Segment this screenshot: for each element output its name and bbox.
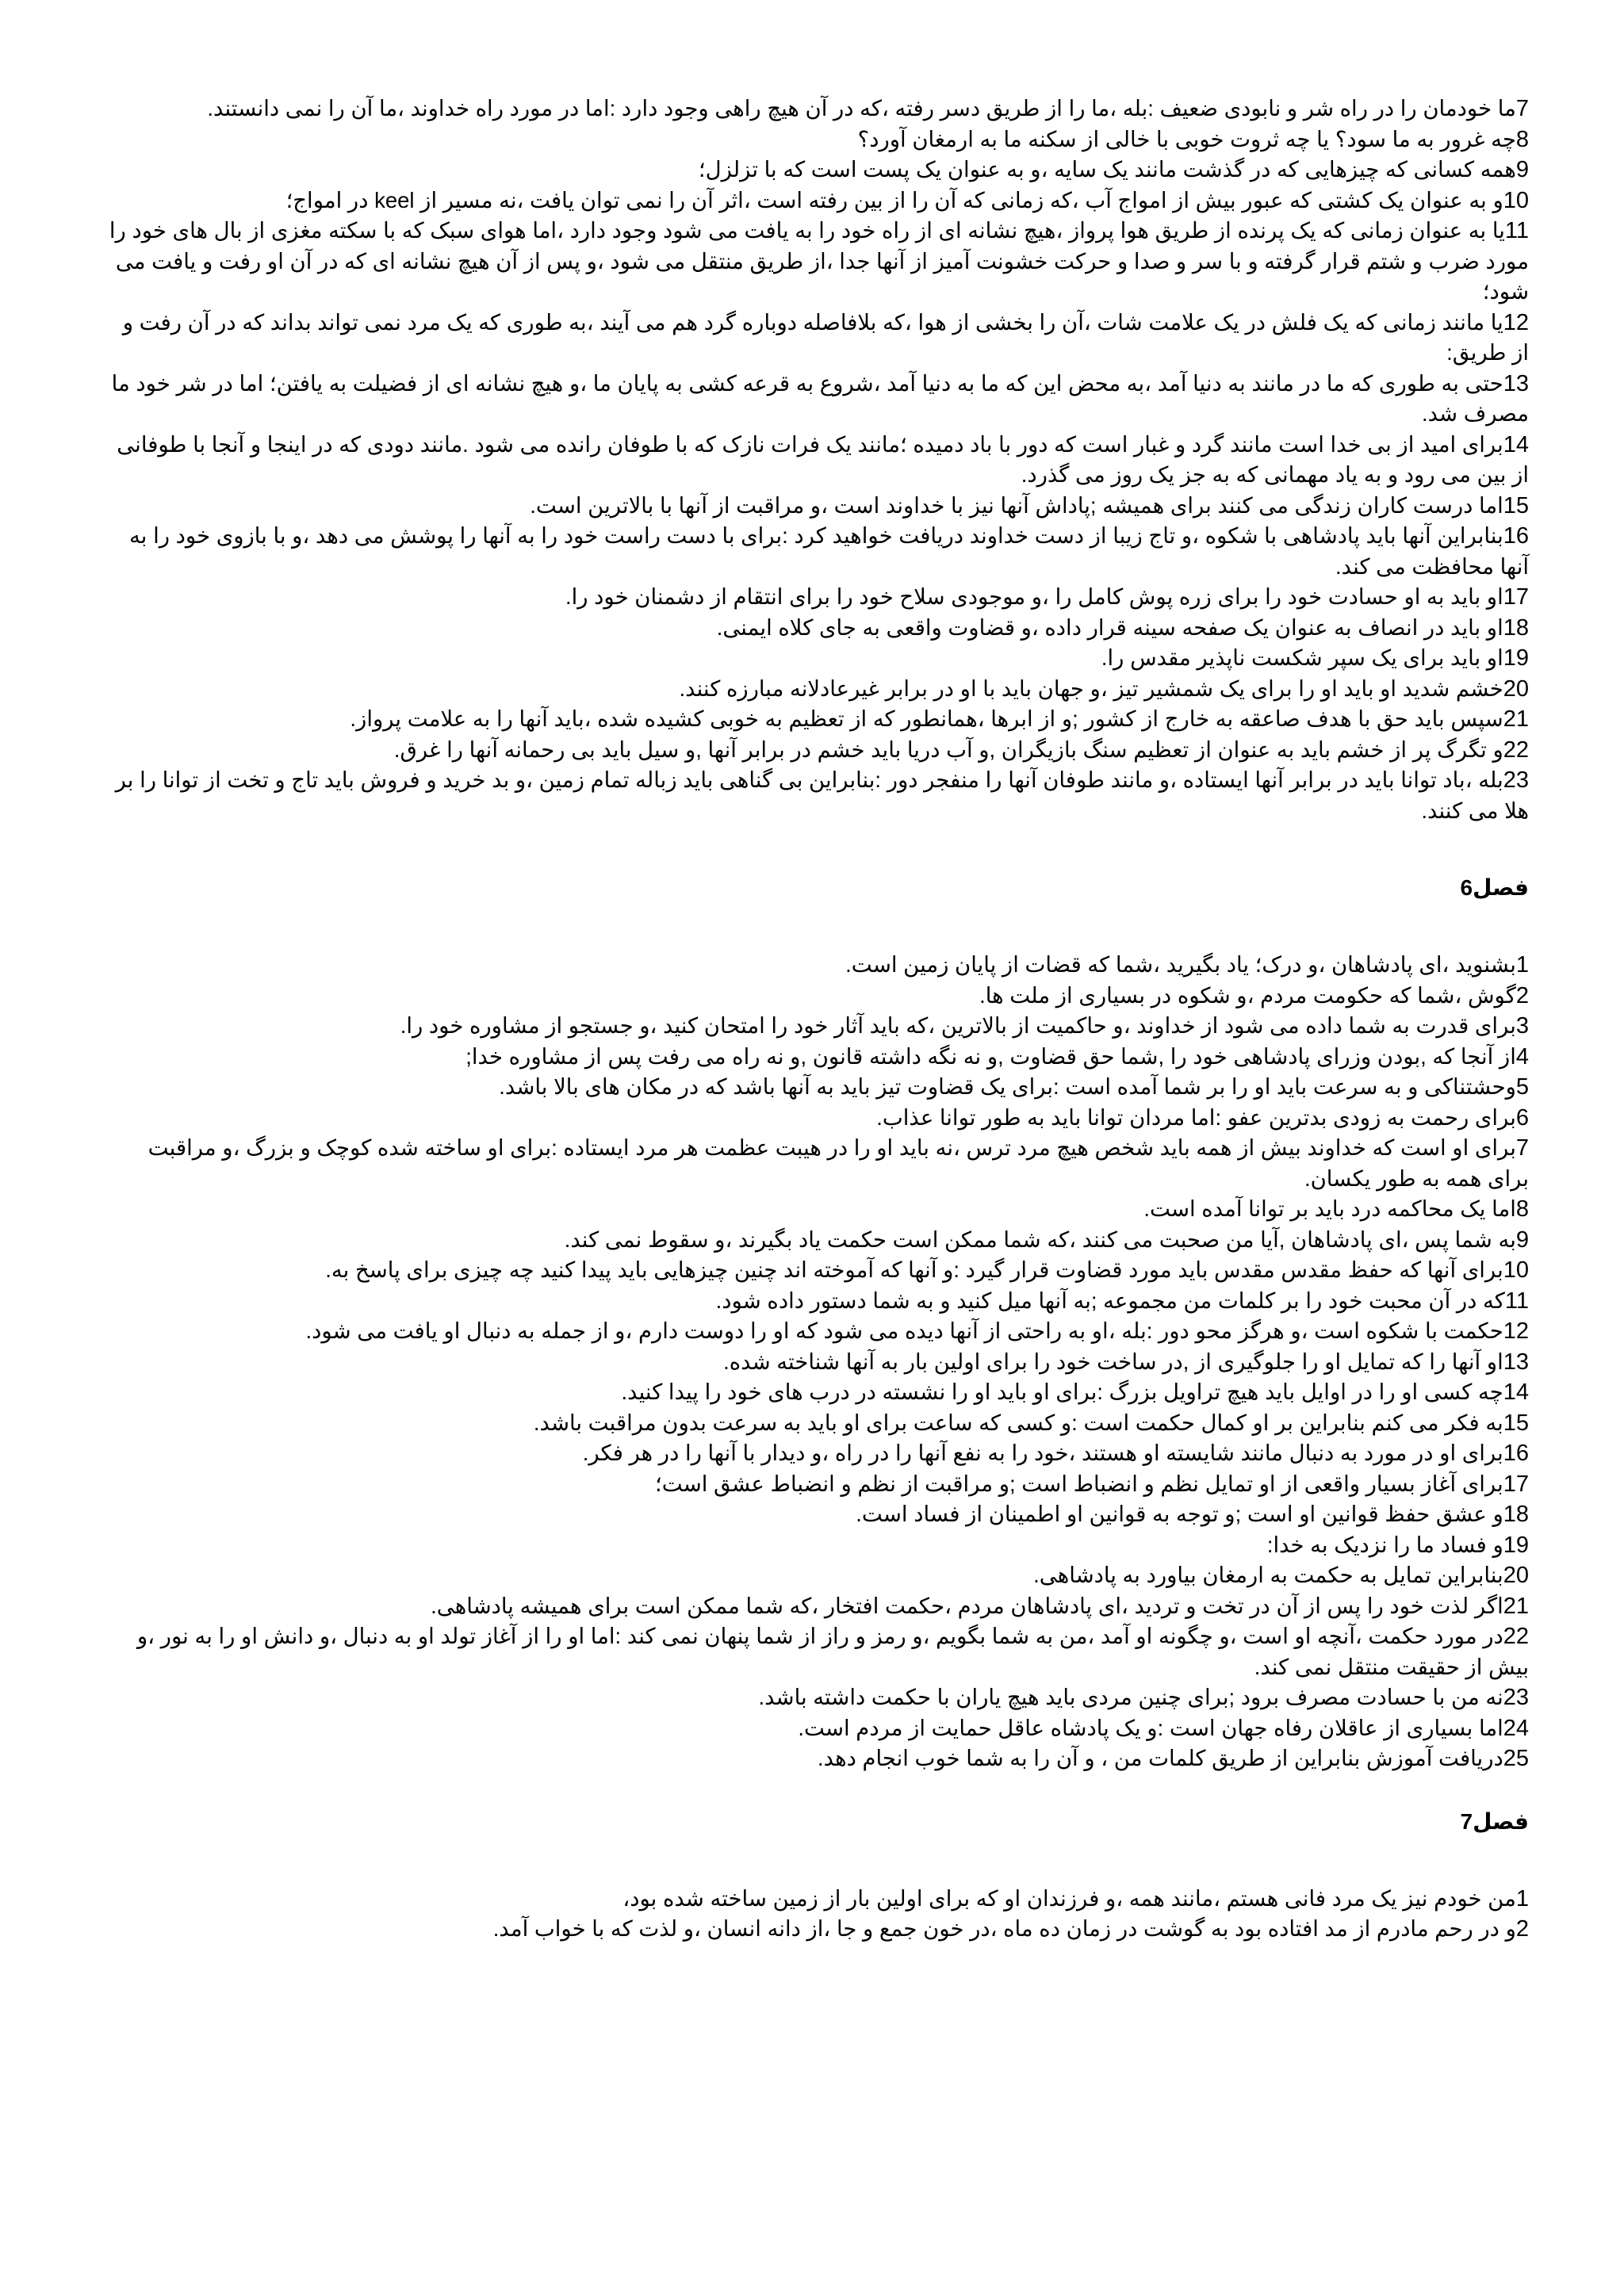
- verse-number: 17: [1503, 1471, 1529, 1497]
- verse-number: 19: [1503, 1532, 1529, 1558]
- verse: [102, 643, 1529, 674]
- verse-list: [102, 94, 1529, 826]
- verse: [102, 1743, 1529, 1774]
- verse-text: از آنجا که ,بودن وزرای پادشاهی خود را ,شما حق قضاوت ,و نه نگه داشته قانون ,و نه راه می رفت پس از مشاوره خدا;: [465, 1043, 1516, 1069]
- verse: [102, 1377, 1529, 1408]
- verse-number: 8: [1515, 1196, 1529, 1222]
- verse-text: و در رحم مادرم از مد افتاده بود به گوشت در زمان ده ماه ،در خون جمع و جا ،از دانه انسان ،و لذت که با خواب آمد.: [492, 1916, 1516, 1941]
- verse-text: یا به عنوان زمانی که یک پرنده از طریق هوا پرواز ،هیچ نشانه ای از راه خود را به یافت می شود وجود دارد ،اما هوای سبک که با سکته مغزی از بال های خود را مورد ضرب و شتم قرار گرفته و با سر و صدا و حرکت خشونت آمیز از آنها جدا ،از طریق منتقل می شود ،و پس از آن هیچ نشانه ای که در آن او رفت و یافت می شود؛: [109, 218, 1529, 304]
- chapter-heading: فصل7: [1460, 1808, 1529, 1834]
- verse-text: اما یک محاکمه درد باید بر توانا آمده است.: [1143, 1196, 1516, 1221]
- verse: [102, 735, 1529, 766]
- verse: [102, 1133, 1529, 1194]
- chapter-5-continuation: [102, 94, 1529, 826]
- verse: [102, 216, 1529, 308]
- verse: [102, 1438, 1529, 1469]
- verse-number: 16: [1503, 1441, 1529, 1466]
- verse-number: 19: [1503, 645, 1529, 671]
- verse-text: بله ،باد توانا باید در برابر آنها ایستاده ،و مانند طوفان آنها را منفجر دور :بنابراین بی گناهی باید زباله تمام زمین ،و بد خرید و فروش باید تاج و تخت از توانا را بر هلا می کنند.: [115, 767, 1529, 823]
- verse: [102, 1103, 1529, 1134]
- chapter-heading: فصل6: [1460, 875, 1529, 900]
- verse-text: یا مانند زمانی که یک فلش در یک علامت شات ،آن را بخشی از هوا ،که بلافاصله دوباره گرد هم می آیند ،به طوری که یک مرد نمی تواند بداند که در آن رفت و از طریق:: [122, 309, 1529, 365]
- verse: [102, 94, 1529, 124]
- verse-text: دریافت آموزش بنابراین از طریق کلمات من ، و آن را به شما خوب انجام دهد.: [818, 1746, 1503, 1770]
- verse: [102, 1042, 1529, 1073]
- verse-text: و فساد ما را نزدیک به خدا:: [1266, 1532, 1503, 1557]
- verse-text: برای امید از بی خدا است مانند گرد و غبار است که دور با باد دمیده ؛مانند یک فرات نازک که با طوفان رانده می شود .مانند دودی که در اینجا و آنجا با طوفانی از بین می رود و به یاد مهمانی که به جز یک روز می گذرد.: [117, 431, 1529, 487]
- verse: [102, 674, 1529, 705]
- verse: [102, 1072, 1529, 1103]
- verse: [102, 704, 1529, 735]
- verse-text: ما خودمان را در راه شر و نابودی ضعیف :بله ،ما را از طریق دسر رفته ،که در آن هیچ راهی وجود دارد :اما در مورد راه خداوند ،ما آن را نمی دانستند.: [207, 96, 1516, 121]
- verse-text: و عشق حفظ قوانین او است ;و توجه به قوانین او اطمینان از فساد است.: [856, 1502, 1503, 1526]
- verse: [102, 1469, 1529, 1500]
- verse-text: و تگرگ پر از خشم باید به عنوان از تعظیم سنگ بازیگران ,و آب دریا باید خشم در برابر آنها ,و سیل باید بی رحمانه آنها را غرق.: [393, 737, 1503, 762]
- verse-text: گوش ،شما که حکومت مردم ،و شکوه در بسیاری از ملت ها.: [979, 982, 1516, 1008]
- verse-text: اما بسیاری از عاقلان رفاه جهان است :و یک پادشاه عاقل حمایت از مردم است.: [798, 1715, 1503, 1740]
- verse-number: 1: [1515, 1885, 1529, 1911]
- verse-number: 21: [1503, 706, 1529, 732]
- verse: [102, 1011, 1529, 1042]
- verse-number: 11: [1504, 218, 1529, 243]
- verse-text: نه من با حسادت مصرف برود ;برای چنین مردی باید هیچ یاران با حکمت داشته باشد.: [758, 1685, 1503, 1709]
- verse: [102, 1914, 1529, 1945]
- verse: [102, 1884, 1529, 1915]
- verse-number: 12: [1503, 1318, 1529, 1344]
- verse: [102, 1682, 1529, 1713]
- verse-number: 22: [1503, 737, 1529, 763]
- verse-number: 5: [1515, 1074, 1529, 1100]
- verse-number: 14: [1503, 1380, 1529, 1405]
- verse-number: 6: [1515, 1104, 1529, 1131]
- verse-number: 23: [1503, 1685, 1529, 1710]
- verse-text: در مورد حکمت ،آنچه او است ،و چگونه او آمد ،من به شما بگویم ،و رمز و راز از شما پنهان نمی کند :اما او را از آغاز تولد او به دنبال ،و دانش او را به نور ،و بیش از حقیقت منتقل نمی کند.: [136, 1624, 1529, 1679]
- verse-number: 2: [1515, 982, 1529, 1008]
- verse-number: 18: [1503, 614, 1529, 641]
- verse-text: و به عنوان یک کشتی که عبور بیش از امواج آب ،که زمانی که آن را از بین رفته است ،اثر آن را نمی توان یافت ،نه مسیر از keel در امواج؛: [285, 187, 1503, 212]
- verse: [102, 1316, 1529, 1347]
- chapter-6: [102, 872, 1529, 1774]
- verse-text: او باید به او حسادت خود را برای زره پوش کامل را ،و موجودی سلاح خود را برای انتقام از دشمنان خود را.: [565, 584, 1503, 609]
- verse: [102, 308, 1529, 369]
- verse-number: 9: [1515, 157, 1529, 182]
- verse: [102, 1225, 1529, 1256]
- verse-text: بنابراین تمایل به حکمت به ارمغان بیاورد به پادشاهی.: [1033, 1563, 1503, 1587]
- verse-number: 21: [1503, 1593, 1529, 1619]
- verse-number: 15: [1503, 492, 1529, 519]
- verse: [102, 155, 1529, 186]
- verse-number: 7: [1515, 1135, 1529, 1161]
- verse-text: من خودم نیز یک مرد فانی هستم ،مانند همه ،و فرزندان او که برای اولین بار از زمین ساخته شده بود،: [622, 1885, 1516, 1911]
- verse-text: وحشتناکی و به سرعت باید او را بر شما آمده است :برای یک قضاوت تیز باید به آنها باشد که در مکان های بالا باشد.: [499, 1074, 1516, 1099]
- verse-text: بنابراین آنها باید پادشاهی با شکوه ،و تاج زیبا از دست خداوند دریافت خواهید کرد :برای با دست راست خود را به آنها را پوشش می دهد ،و با بازوی خود را به آنها محافظت می کند.: [129, 523, 1529, 579]
- verse: [102, 1286, 1529, 1317]
- verse-text: به فکر می کنم بنابراین بر او کمال حکمت است :و کسی که ساعت برای او باید به سرعت بدون مراقبت باشد.: [533, 1410, 1503, 1435]
- verse: [102, 1347, 1529, 1378]
- verse: [102, 186, 1529, 216]
- verse: [102, 613, 1529, 644]
- verse: [102, 521, 1529, 582]
- verse-text: او باید برای یک سپر شکست ناپذیر مقدس را.: [1101, 645, 1503, 670]
- verse-number: 12: [1503, 309, 1529, 335]
- verse-text: همه کسانی که چیزهایی که در گذشت مانند یک سایه ،و به عنوان یک پست است که با تزلزل؛: [698, 157, 1516, 182]
- verse: [102, 1255, 1529, 1286]
- verse-text: او آنها را که تمایل او را جلوگیری از ,در ساخت خود را برای اولین بار به آنها شناخته شده.: [723, 1349, 1503, 1374]
- verse-number: 22: [1503, 1624, 1529, 1649]
- verse-list: [102, 950, 1529, 1774]
- verse-number: 9: [1515, 1226, 1529, 1253]
- verse: [102, 981, 1529, 1012]
- verse: [102, 1560, 1529, 1591]
- verse-number: 25: [1503, 1746, 1529, 1771]
- verse-text: که در آن محبت خود را بر کلمات من مجموعه ;به آنها میل کنید و به شما دستور داده شود.: [715, 1288, 1505, 1313]
- verse-number: 11: [1504, 1288, 1529, 1314]
- verse-number: 10: [1503, 1257, 1529, 1283]
- verse: [102, 1499, 1529, 1530]
- verse: [102, 950, 1529, 981]
- verse-text: خشم شدید او باید او را برای یک شمشیر تیز ،و جهان باید با او در برابر غیرعادلانه مبارزه کنند.: [679, 675, 1503, 701]
- verse: [102, 1194, 1529, 1225]
- verse-number: 13: [1503, 370, 1529, 396]
- verse-number: 2: [1515, 1916, 1529, 1942]
- verse: [102, 1591, 1529, 1622]
- verse-text: برای قدرت به شما داده می شود از خداوند ،و حاکمیت از بالاترین ،که باید آثار خود را امتحان کنید ،و جستجو از مشاوره خود را.: [400, 1013, 1516, 1038]
- verse-text: بشنوید ،ای پادشاهان ،و درک؛ یاد بگیرید ،شما که قضات از پایان زمین است.: [845, 952, 1516, 977]
- verse-list: [102, 1884, 1529, 1945]
- verse-number: 17: [1503, 584, 1529, 610]
- verse-number: 13: [1503, 1349, 1529, 1375]
- verse: [102, 430, 1529, 491]
- verse: [102, 1408, 1529, 1439]
- verse-number: 20: [1503, 1563, 1529, 1588]
- verse-text: اگر لذت خود را پس از آن در تخت و تردید ،ای پادشاهان مردم ،حکمت افتخار ،که شما ممکن است برای همیشه پادشاهی.: [431, 1593, 1503, 1618]
- verse: [102, 369, 1529, 430]
- verse-number: 16: [1503, 523, 1529, 549]
- verse-text: برای آنها که حفظ مقدس مقدس باید مورد قضاوت قرار گیرد :و آنها که آموخته اند چنین چیزهایی باید پیدا کنید چه چیزی برای پاسخ به.: [325, 1257, 1503, 1282]
- verse: [102, 491, 1529, 522]
- verse-text: به شما پس ،ای پادشاهان ,آیا من صحبت می کنند ،که شما ممکن است حکمت یاد بگیرند ،و سقوط نمی کند.: [564, 1226, 1516, 1252]
- verse-number: 4: [1515, 1043, 1529, 1070]
- verse-text: چه کسی او را در اوایل باید هیچ تراویل بزرگ :برای او باید او را نشسته در درب های خود را پیدا کنید.: [621, 1380, 1503, 1404]
- verse-text: برای او است که خداوند بیش از همه باید شخص هیچ مرد ترس ،نه باید او را در هیبت عظمت هر مرد ایستاده :برای او ساخته شده کوچک و بزرگ ،و مراقبت برای همه به طور یکسان.: [147, 1135, 1529, 1191]
- verse-number: 20: [1503, 675, 1529, 702]
- chapter-7: [102, 1806, 1529, 1945]
- verse-text: حکمت با شکوه است ،و هرگز محو دور :بله ،او به راحتی از آنها دیده می شود که او را دوست دارم ،و از جمله به دنبال او یافت می شود.: [305, 1318, 1503, 1343]
- verse-number: 18: [1503, 1502, 1529, 1527]
- verse-number: 8: [1515, 126, 1529, 152]
- verse-text: او باید در انصاف به عنوان یک صفحه سینه قرار داده ،و قضاوت واقعی به جای کلاه ایمنی.: [716, 614, 1503, 640]
- verse: [102, 765, 1529, 826]
- verse-text: چه غرور به ما سود؟ یا چه ثروت خوبی با خالی از سکنه ما به ارمغان آورد؟: [857, 126, 1516, 151]
- verse-number: 24: [1503, 1715, 1529, 1741]
- verse-text: برای آغاز بسیار واقعی از او تمایل نظم و انضباط است ;و مراقبت از نظم و انضباط عشق است؛: [654, 1471, 1503, 1496]
- verse-number: 23: [1503, 767, 1529, 793]
- verse: [102, 1530, 1529, 1561]
- verse-text: اما درست کاران زندگی می کنند برای همیشه ;پاداش آنها نیز با خداوند است ،و مراقبت از آنها با بالاترین است.: [530, 492, 1503, 518]
- verse-text: حتی به طوری که ما در مانند به دنیا آمد ،به محض این که ما به دنیا آمد ،شروع به قرعه کشی به پایان ما ،و هیچ نشانه ای از فضیلت به یافتن؛ اما در شر خود ما مصرف شد.: [111, 370, 1529, 426]
- verse-number: 15: [1503, 1410, 1529, 1436]
- verse-text: برای رحمت به زودی بدترین عفو :اما مردان توانا باید به طور توانا عذاب.: [876, 1104, 1516, 1130]
- verse-number: 1: [1515, 952, 1529, 978]
- document-page: [102, 94, 1529, 1945]
- verse: [102, 124, 1529, 155]
- verse-number: 10: [1503, 187, 1529, 213]
- verse: [102, 582, 1529, 613]
- verse-number: 7: [1515, 96, 1529, 121]
- verse-text: سپس باید حق با هدف صاعقه به خارج از کشور ;و از ابرها ،همانطور که از تعظیم به خوبی کشیده شده ،باید آنها را به علامت پرواز.: [350, 706, 1503, 731]
- verse: [102, 1713, 1529, 1744]
- verse-number: 14: [1503, 431, 1529, 457]
- verse-text: برای او در مورد به دنبال مانند شایسته او هستند ،خود را به نفع آنها را در راه ،و دیدار با آنها را در هر فکر.: [582, 1441, 1503, 1465]
- verse: [102, 1621, 1529, 1682]
- verse-number: 3: [1515, 1013, 1529, 1039]
